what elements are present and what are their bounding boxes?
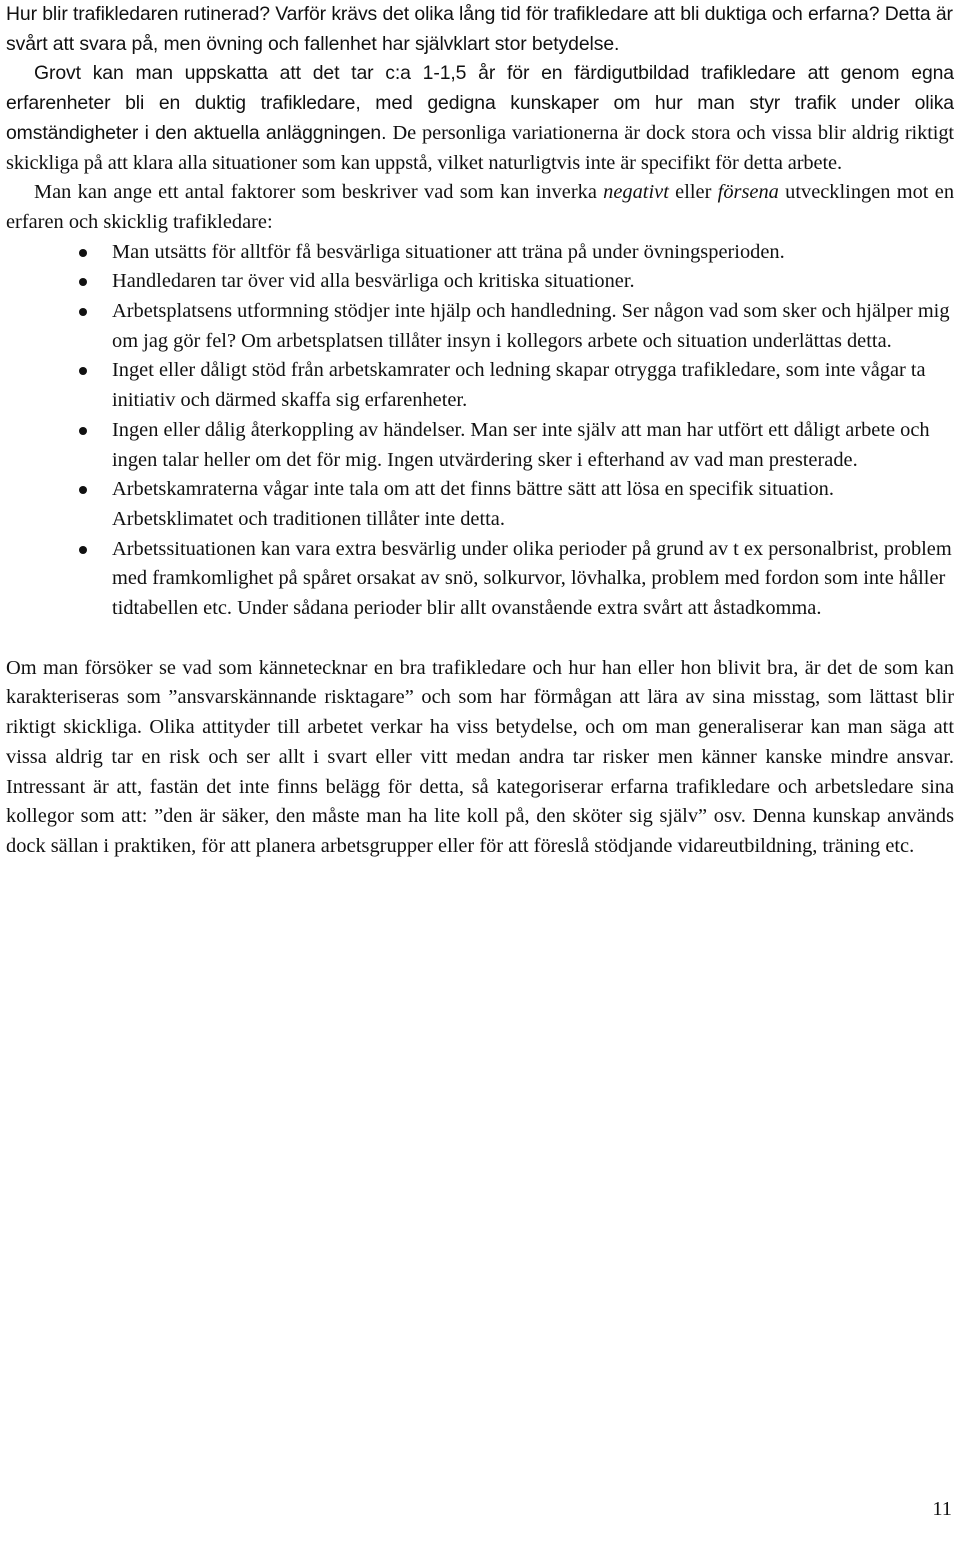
list-item-text: Arbetsplatsens utformning stödjer inte hjälp och handledning. Ser någon vad som sker och hjälper mig om jag gör fel? Om arbetsplatsen tillåter insyn i kollegors arbete och situation underlättas detta. [112,300,950,352]
list-item-text: Handledaren tar över vid alla besvärliga och kritiska situationer. [112,270,635,293]
factors-intro-mid: eller [668,181,718,204]
bullet-icon [79,486,87,494]
list-item [112,475,954,534]
intro-paragraph [6,0,954,59]
bullet-icon [79,546,87,554]
estimate-paragraph [6,59,954,178]
page-number: 11 [932,1498,952,1520]
bullet-icon [79,278,87,286]
bullet-icon [79,308,87,316]
list-item [112,238,954,268]
list-item [112,267,954,297]
attitude-text: Om man försöker se vad som kännetecknar en bra trafikledare och hur han eller hon blivit bra, är det de som kan karakteriseras som ”ansvarskännande risktagare” och som har förmågan att lära av sina misstag, som lättast blir riktigt skickliga. Olika attityder till arbetet verkar ha viss betydelse, och om man generaliserar kan man säga att vissa aldrig tar en risk och ser allt i svart eller vitt medan andra tar risker men känner kanske mindre ansvar. Intressant är att, fastän det inte finns belägg för detta, så kategoriserar erfarna trafikledare och arbetsledare sina kollegor som att: ”den är säker, den måste man ha lite koll på, den sköter sig själv” osv. Denna kunskap används dock sällan i praktiken, för att planera arbetsgrupper eller för att föreslå stödjande vidareutbildning, träning etc. [6,656,954,857]
bullet-icon [79,427,87,435]
list-item [112,297,954,356]
factors-intro-post: utvecklingen mot en erfaren och skicklig trafikledare: [6,181,955,233]
paragraph-gap [6,624,954,654]
bullet-icon [79,367,87,375]
factors-list [6,238,954,624]
intro-text: Hur blir trafikledaren rutinerad? Varför krävs det olika lång tid för trafikledare att bli duktiga och erfarna? Detta är svårt att svara på, men övning och fallenhet har självklart stor betydelse. [6,3,953,55]
list-item-text: Ingen eller dålig återkoppling av händelser. Man ser inte själv att man har utfört ett dåligt arbete och ingen talar heller om det för mig. Ingen utvärdering sker i efterhand av vad man presterade. [112,418,930,471]
factors-intro-pre: Man kan ange ett antal faktorer som beskriver vad som kan inverka [34,181,604,204]
estimate-text-serif: De personliga variationerna är dock stora och vissa blir aldrig riktigt skickliga på att klara alla situationer som kan uppstå, vilket naturligtvis inte är specifikt för detta arbete. [6,121,954,174]
list-item [112,356,954,415]
list-item-text: Arbetskamraterna vågar inte tala om att det finns bättre sätt att lösa en specifik situation. Arbetsklimatet och traditionen tillåter inte detta. [112,478,834,530]
list-item-text: Inget eller dåligt stöd från arbetskamrater och ledning skapar otrygga trafikledare, som inte vågar ta initiativ och därmed skaffa sig erfarenheter. [112,359,926,412]
list-item [112,416,954,475]
attitude-paragraph [6,654,954,862]
list-item-text: Arbetssituationen kan vara extra besvärlig under olika perioder på grund av t ex personalbrist, problem med framkomlighet på spåret orsakat av snö, solkurvor, lövhalka, problem med fordon som inte håller tidtabellen etc. Under sådana perioder blir allt ovanstående extra svårt att åstadkomma. [112,537,952,620]
factors-intro-em-forsena: försena [717,181,779,204]
list-item [112,535,954,624]
list-item-text: Man utsätts för alltför få besvärliga situationer att träna på under övningsperioden. [112,240,785,263]
estimate-text-sans: Grovt kan man uppskatta att det tar c:a 1-1,5 år för en färdigutbildad trafikledare att genom egna erfarenheter bli en duktig trafikledare, med gedigna kunskaper om hur man styr trafik under olika omständigheter i den aktuella anläggningen. [6,62,954,144]
factors-intro-em-negativt: negativt [603,181,669,204]
document-page [6,0,954,862]
bullet-icon [79,249,87,257]
factors-intro-paragraph [6,178,954,237]
